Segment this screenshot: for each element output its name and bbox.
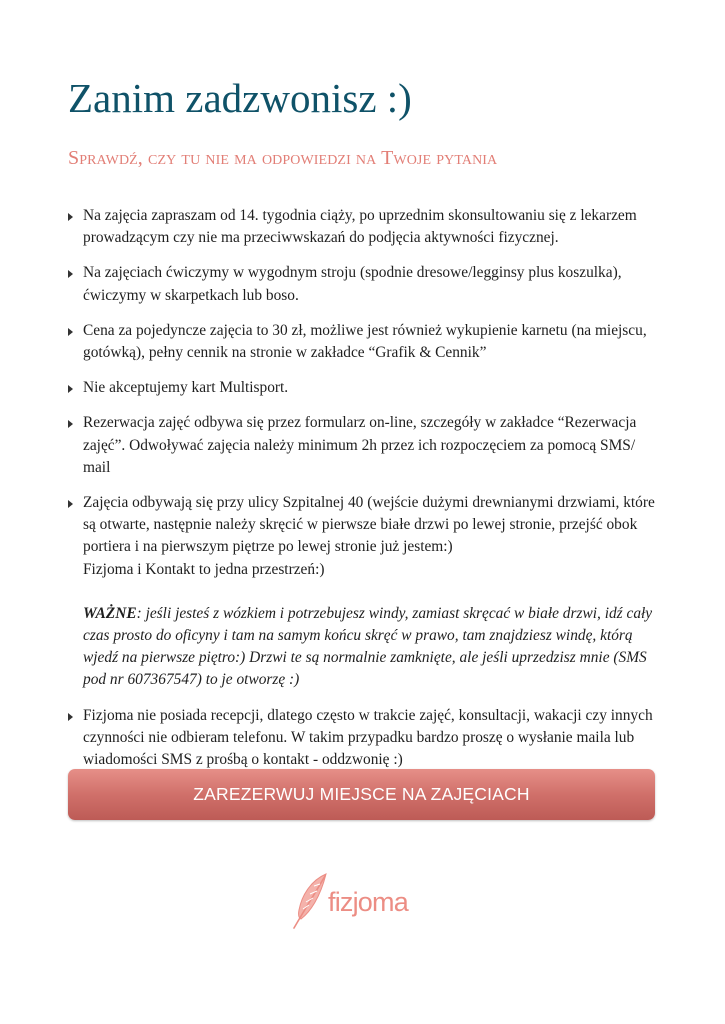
important-label: WAŻNE	[83, 604, 137, 622]
location-text: Zajęcia odbywają się przy ulicy Szpitalnej 40 (wejście dużymi drewnianymi drzwiami, które są otwarte, następnie należy skręcić w pierwsze białe drzwi po lewej stronie, przejść obok portiera i na pierwszym piętrze po lewej stronie już jestem:)	[83, 494, 655, 556]
bullet-icon	[68, 385, 73, 393]
bullet-icon	[68, 713, 73, 721]
faq-item-text: Fizjoma nie posiada recepcji, dlatego często w trakcie zajęć, konsultacji, wakacji czy innych czynności nie odbieram telefonu. W takim przypadku bardzo proszę o wysłanie maila lub wiadomości SMS z prośbą o kontakt - oddzwonię :)	[83, 706, 653, 769]
faq-item-text: Cena za pojedyncze zajęcia to 30 zł, możliwe jest również wykupienie karnetu (na miejscu, gotówką), pełny cennik na stronie w zakładce “Grafik & Cennik”	[83, 321, 647, 362]
faq-item-text: Na zajęcia zapraszam od 14. tygodnia ciąży, po uprzednim skonsultowaniu się z lekarzem prowadzącym czy nie ma przeciwwskazań do podjęcia aktywności fizycznej.	[83, 207, 637, 247]
reserve-button[interactable]: ZAREZERWUJ MIEJSCE NA ZAJĘCIACH	[68, 769, 655, 820]
important-note	[83, 603, 658, 692]
faq-item	[68, 412, 658, 479]
fizjoma-logo	[290, 872, 440, 932]
bullet-icon	[68, 213, 73, 221]
faq-item	[68, 262, 658, 306]
important-text: : jeśli jesteś z wózkiem i potrzebujesz windy, zamiast skręcać w białe drzwi, idź cały czas prosto do oficyny i tam na samym końcu skręć w prawo, tam znajdziesz windę, którą wjedź na pierwsze piętro:) Drzwi te są normalnie zamknięte, ale jeśli uprzedzisz mnie (SMS pod nr 607367547) to je otworzę :)	[83, 604, 653, 689]
location-extra: Fizjoma i Kontakt to jedna przestrzeń:)	[83, 560, 325, 578]
faq-item	[68, 705, 658, 772]
logo-text: fizjoma	[328, 887, 408, 917]
feather-icon	[290, 872, 330, 930]
faq-item-text: Rezerwacja zajęć odbywa się przez formularz on-line, szczegóły w zakładce “Rezerwacja zajęć”. Odwoływać zajęcia należy minimum 2h przez ich rozpoczęciem za pomocą SMS/ mail	[83, 414, 637, 476]
bullet-icon	[68, 328, 73, 336]
faq-item-location	[68, 492, 658, 692]
faq-item-text: Nie akceptujemy kart Multisport.	[83, 379, 289, 397]
bullet-icon	[68, 500, 73, 508]
faq-item	[68, 205, 658, 249]
faq-item	[68, 320, 658, 364]
faq-item-text: Na zajęciach ćwiczymy w wygodnym stroju (spodnie dresowe/legginsy plus koszulka), ćwiczymy w skarpetkach lub boso.	[83, 264, 622, 304]
faq-item	[68, 377, 658, 399]
bullet-icon	[68, 270, 73, 278]
page-title: Zanim zadzwonisz :)	[68, 75, 412, 121]
faq-list	[68, 205, 658, 784]
bullet-icon	[68, 420, 73, 428]
page-subtitle: Sprawdź, czy tu nie ma odpowiedzi na Twoje pytania	[68, 147, 498, 169]
